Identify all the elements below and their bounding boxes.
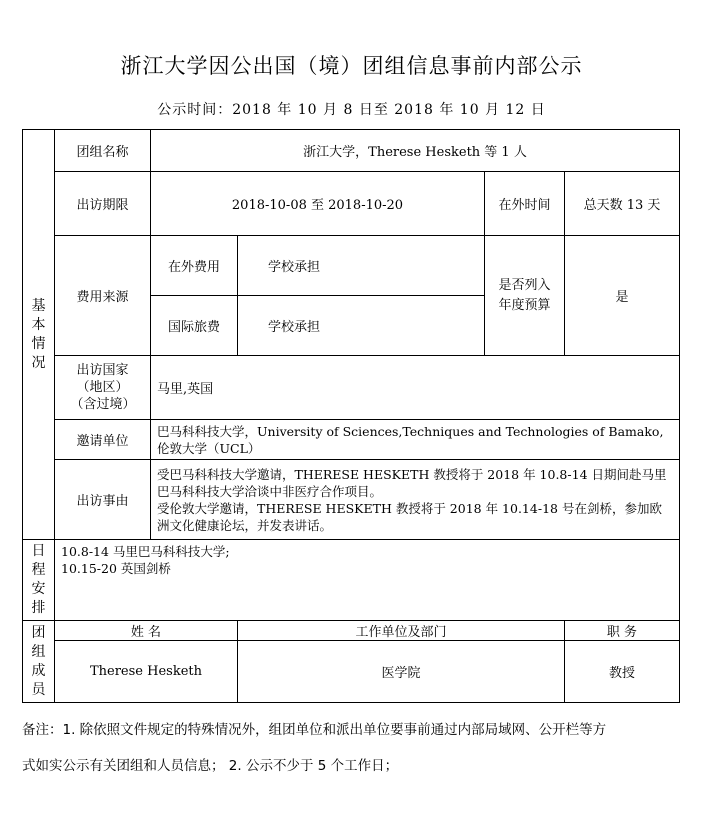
group-name-value: 浙江大学，Therese Hesketh 等 1 人	[151, 130, 680, 172]
members-header-name: 姓 名	[55, 621, 238, 641]
schedule-line-1: 10.8-14 马里巴马科科技大学;	[61, 544, 230, 559]
member-unit: 医学院	[238, 641, 565, 703]
footnote-line-2: 式如实公示有关团组和人员信息； 2. 公示不少于 5 个工作日；	[22, 758, 399, 774]
period-value: 2018-10-08 至 2018-10-20	[151, 172, 485, 236]
member-title: 教授	[565, 641, 680, 703]
inviter-label: 邀请单位	[55, 420, 151, 460]
info-table	[22, 129, 680, 703]
group-name-label: 团组名称	[55, 130, 151, 172]
budget-label: 是否列入年度预算	[485, 236, 565, 356]
schedule-value	[55, 540, 680, 621]
members-header-unit: 工作单位及部门	[238, 621, 565, 641]
reason-line-2: 受伦敦大学邀请，THERESE HESKETH 教授将于 2018 年 10.14-18 号在剑桥，参加欧洲文化健康论坛，并发表讲话。	[157, 500, 662, 533]
abroad-time-label: 在外时间	[485, 172, 565, 236]
reason-label: 出访事由	[55, 460, 151, 540]
member-name: Therese Hesketh	[55, 641, 238, 703]
reason-line-1: 受巴马科科技大学邀请，THERESE HESKETH 教授将于 2018 年 10.8-14 日期间赴马里巴马科科技大学洽谈中非医疗合作项目。	[157, 466, 667, 499]
members-header-title: 职 务	[565, 621, 680, 641]
intl-travel-label: 国际旅费	[151, 296, 238, 356]
schedule-line-2: 10.15-20 英国剑桥	[61, 561, 171, 576]
basic-section-label: 基本情况	[23, 130, 55, 540]
funding-label: 费用来源	[55, 236, 151, 356]
schedule-label: 日程安排	[23, 540, 55, 621]
abroad-cost-label: 在外费用	[151, 236, 238, 296]
reason-value	[151, 460, 680, 540]
abroad-time-value: 总天数 13 天	[565, 172, 680, 236]
table-row	[23, 641, 680, 703]
countries-label: 出访国家（地区）（含过境）	[55, 356, 151, 420]
members-label: 团组成员	[23, 621, 55, 703]
publish-time: 公示时间：2018 年 10 月 8 日至 2018 年 10 月 12 日	[157, 102, 546, 118]
budget-value: 是	[565, 236, 680, 356]
period-label: 出访期限	[55, 172, 151, 236]
footnote-line-1: 备注：1. 除依照文件规定的特殊情况外，组团单位和派出单位要事前通过内部局域网、公开栏等方	[22, 722, 607, 738]
page-title: 浙江大学因公出国（境）团组信息事前内部公示	[120, 54, 583, 78]
intl-travel-value: 学校承担	[238, 296, 485, 356]
countries-value: 马里,英国	[151, 356, 680, 420]
abroad-cost-value: 学校承担	[238, 236, 485, 296]
inviter-value: 巴马科科技大学，University of Sciences,Techniques and Technologies of Bamako,伦敦大学（UCL）	[151, 420, 680, 460]
footnote	[22, 712, 682, 784]
